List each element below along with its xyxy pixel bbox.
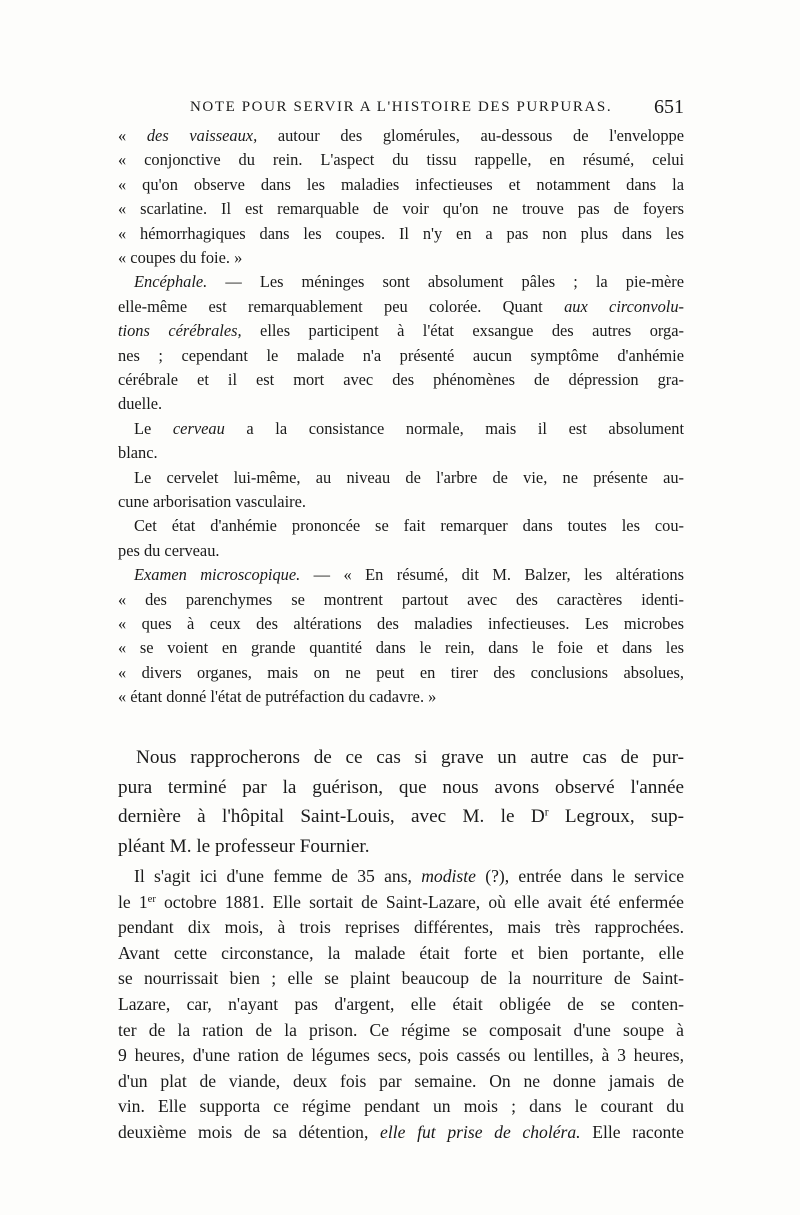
text-run: « hémorrhagiques dans les coupes. Il n'y en a pas non plus dans les: [118, 223, 684, 243]
text-run: nes ; cependant le malade n'a présenté aucun symptôme d'anhémie: [118, 345, 684, 365]
text-line: [134, 563, 684, 587]
text-line: [118, 368, 684, 392]
text-run: duelle.: [118, 394, 163, 414]
text-line: [134, 864, 684, 890]
text-run: Elle raconte: [580, 1122, 684, 1142]
text-line: [118, 832, 684, 862]
page-number: 651: [654, 96, 684, 118]
text-run: elle-même est remarquablement peu colorée. Quant: [118, 296, 565, 316]
italic-text: Encéphale.: [134, 272, 208, 292]
text-run: Nous rapprocherons de ce cas si grave un autre cas de pur-: [136, 747, 684, 768]
text-line: [118, 490, 684, 514]
text-line: [134, 417, 684, 441]
text-run: Il s'agit ici d'une femme de 35 ans,: [134, 866, 422, 886]
italic-text: des vaisseaux,: [146, 126, 258, 145]
text-line: [118, 1094, 684, 1120]
text-run: pes du cerveau.: [118, 540, 220, 560]
text-line: [118, 1120, 684, 1146]
text-run: pendant dix mois, à trois reprises différentes, mais très rapprochées.: [118, 917, 684, 938]
text-line: [118, 319, 684, 343]
text-line: [118, 1018, 684, 1044]
italic-text: elle fut prise de choléra.: [380, 1122, 581, 1142]
text-run: pura terminé par la guérison, que nous avons observé l'année: [118, 776, 684, 798]
text-run: « ques à ceux des altérations des maladies infectieuses. Les microbes: [118, 614, 684, 633]
text-line: [118, 773, 684, 803]
text-line: [118, 392, 684, 416]
text-run: Legroux, sup-: [548, 806, 685, 827]
text-run: pléant M. le professeur Fournier.: [118, 835, 370, 857]
text-run: ter de la ration de la prison. Ce régime se composait d'une soupe à: [118, 1019, 684, 1040]
text-run: — Les méninges sont absolument pâles ; la pie-mère: [207, 272, 684, 292]
text-line: [118, 173, 684, 197]
text-line: [118, 295, 684, 319]
text-run: « qu'on observe dans les maladies infectieuses et notamment dans la: [118, 174, 684, 194]
text-line: [118, 148, 684, 172]
text-run: se nourrissait bien ; elle se plaint beaucoup de la nourriture de Saint-: [118, 968, 684, 989]
text-line: [134, 270, 684, 294]
text-run: « des parenchymes se montrent partout avec des caractères identi-: [118, 589, 684, 609]
text-run: (?), entrée dans le service: [475, 866, 684, 886]
text-line: [118, 197, 684, 221]
text-line: [118, 685, 684, 709]
text-line: [134, 466, 684, 490]
text-line: [118, 966, 684, 992]
italic-text: aux circonvolu-: [564, 296, 684, 316]
text-line: [118, 915, 684, 941]
text-run: d'un plat de viande, deux fois par semaine. On ne donne jamais de: [118, 1070, 684, 1091]
text-line: [118, 441, 684, 465]
text-line: [118, 588, 684, 612]
text-run: a la consistance normale, mais il est absolument: [224, 418, 684, 438]
italic-text: cerveau: [172, 418, 225, 438]
text-line: [134, 514, 684, 538]
text-run: octobre 1881. Elle sortait de Saint-Lazare, où elle avait été enfermée: [155, 891, 684, 912]
text-run: cérébrale et il est mort avec des phénomènes de dépression gra-: [118, 370, 684, 389]
text-run: blanc.: [118, 443, 158, 463]
italic-text: Examen microscopique.: [134, 565, 301, 585]
text-run: vin. Elle supporta ce régime pendant un mois ; dans le courant du: [118, 1096, 684, 1117]
running-title: NOTE POUR SERVIR A L'HISTOIRE DES PURPURAS.: [190, 99, 613, 115]
text-run: Le cervelet lui-même, au niveau de l'arbre de vie, ne présente au-: [134, 467, 684, 487]
text-line: [118, 1043, 684, 1069]
text-run: « divers organes, mais on ne peut en tirer des conclusions absolues,: [118, 662, 684, 682]
text-run: dernière à l'hôpital Saint-Louis, avec M. le D: [118, 806, 545, 827]
text-run: 9 heures, d'une ration de légumes secs, pois cassés ou lentilles, à 3 heures,: [118, 1045, 684, 1066]
text-run: «: [118, 126, 147, 145]
text-run: « étant donné l'état de putréfaction du cadavre. »: [118, 687, 437, 707]
text-line: [118, 636, 684, 660]
italic-text: modiste: [421, 866, 476, 886]
text-line: [118, 802, 684, 832]
superscript: r: [544, 806, 549, 819]
text-run: « scarlatine. Il est remarquable de voir qu'on ne trouve pas de foyers: [118, 199, 684, 219]
text-run: elles participent à l'état exsangue des autres orga-: [241, 321, 684, 341]
italic-text: tions cérébrales,: [118, 321, 242, 341]
text-line: [118, 661, 684, 685]
text-line: [118, 246, 684, 270]
text-run: Cet état d'anhémie prononcée se fait remarquer dans toutes les cou-: [134, 516, 684, 536]
text-line: [118, 941, 684, 967]
text-line: [118, 992, 684, 1018]
text-line: [118, 222, 684, 246]
text-run: autour des glomérules, au-dessous de l'enveloppe: [257, 126, 684, 145]
text-line: [136, 743, 684, 773]
text-run: « coupes du foie. »: [118, 248, 243, 267]
text-run: cune arborisation vasculaire.: [118, 492, 306, 511]
text-run: — « En résumé, dit M. Balzer, les altérations: [300, 565, 684, 585]
text-run: Avant cette circonstance, la malade était forte et bien portante, elle: [118, 942, 684, 963]
text-line: [118, 1069, 684, 1095]
page-header: [118, 92, 684, 122]
text-run: Le: [134, 418, 173, 438]
text-line: [118, 344, 684, 368]
text-run: deuxième mois de sa détention,: [118, 1122, 381, 1142]
text-run: Lazare, car, n'ayant pas d'argent, elle était obligée de se conten-: [118, 994, 684, 1014]
text-run: le 1: [118, 891, 148, 912]
text-line: [118, 890, 684, 916]
superscript: er: [147, 893, 156, 905]
text-line: [118, 539, 684, 563]
text-line: [118, 612, 684, 636]
text-line: [118, 124, 684, 148]
text-run: « conjonctive du rein. L'aspect du tissu rappelle, en résumé, celui: [118, 150, 684, 170]
text-run: « se voient en grande quantité dans le rein, dans le foie et dans les: [118, 638, 684, 658]
